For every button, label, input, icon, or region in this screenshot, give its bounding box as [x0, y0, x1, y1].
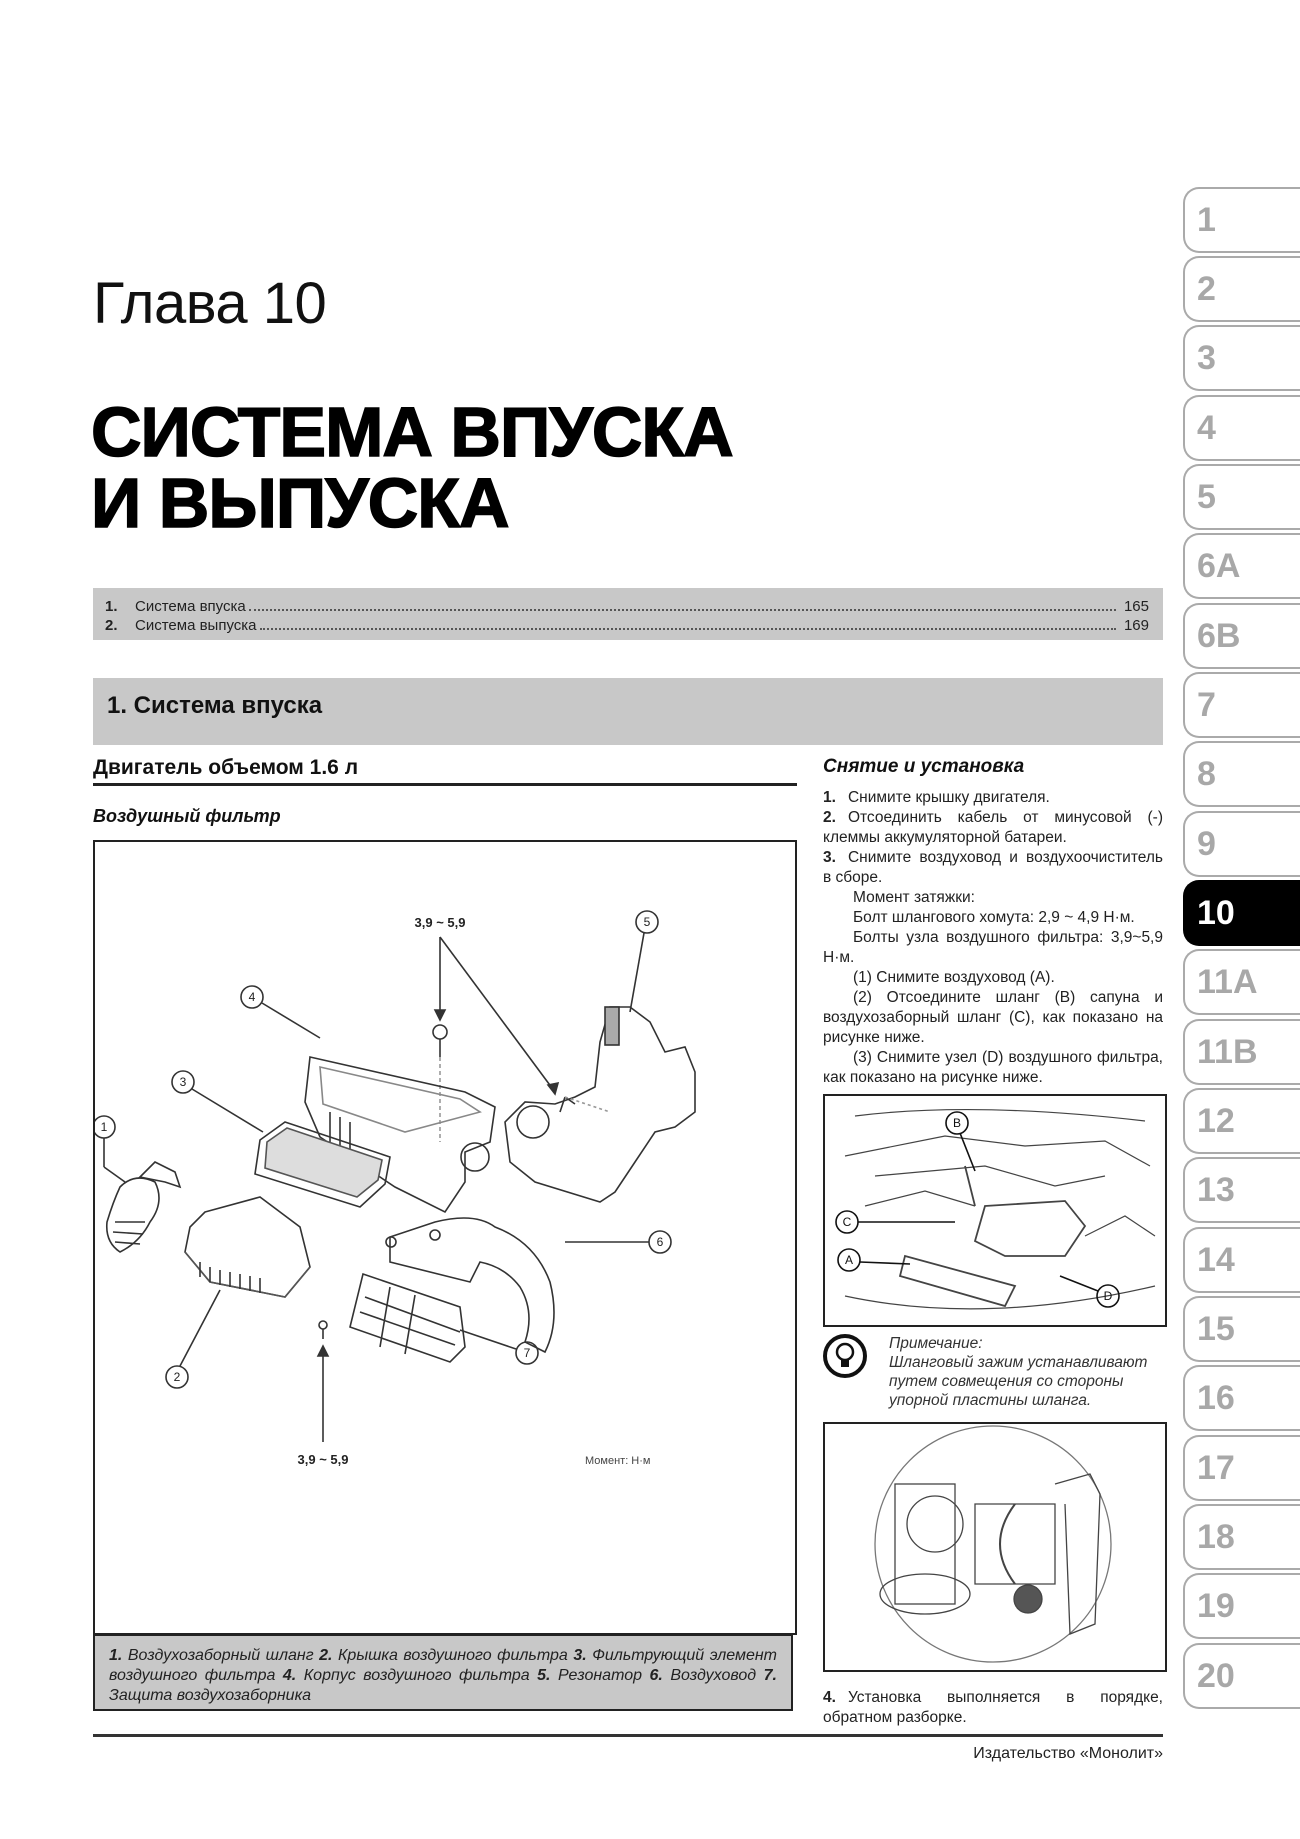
tab-chapter-1[interactable]: 1 [1183, 187, 1300, 253]
publisher-footer: Издательство «Монолит» [973, 1745, 1163, 1762]
caption-text: Защита воздухозаборника [109, 1687, 312, 1704]
engine-subheading: Двигатель объемом 1.6 л [93, 756, 797, 786]
toc-item[interactable] [105, 597, 1149, 615]
caption-num: 3. [573, 1647, 587, 1664]
tab-chapter-10-active[interactable]: 10 [1183, 880, 1300, 946]
substep-3: (3) Снимите узел (D) воздушного фильтра, как показано на рисунке ниже. [823, 1049, 1163, 1086]
toc-item-page: 169 [1123, 617, 1149, 634]
tab-chapter-18[interactable]: 18 [1183, 1504, 1300, 1570]
engine-bay-photo [823, 1094, 1167, 1327]
photo-label-c: C [842, 1215, 852, 1229]
tab-chapter-17[interactable]: 17 [1183, 1435, 1300, 1501]
callout-5: 5 [643, 915, 651, 929]
tab-chapter-3[interactable]: 3 [1183, 325, 1300, 391]
procedure-steps [823, 788, 1163, 1088]
footer-divider [93, 1734, 1163, 1737]
step-3: 3. Снимите воздуховод и воздухоочиститель в сборе. [823, 849, 1163, 886]
tab-chapter-19[interactable]: 19 [1183, 1573, 1300, 1639]
step-1: 1. Снимите крышку двигателя. [823, 789, 1050, 806]
torque-filter-bolts: Болты узла воздушного фильтра: 3,9~5,9 Н·м. [823, 929, 1163, 966]
callout-2: 2 [173, 1370, 181, 1384]
section-header-bar [93, 678, 1163, 745]
tab-chapter-2[interactable]: 2 [1183, 256, 1300, 322]
tab-chapter-13[interactable]: 13 [1183, 1157, 1300, 1223]
tab-chapter-14[interactable]: 14 [1183, 1227, 1300, 1293]
callout-1: 1 [100, 1120, 108, 1134]
tab-chapter-9[interactable]: 9 [1183, 811, 1300, 877]
caption-num: 6. [649, 1667, 663, 1684]
tab-chapter-16[interactable]: 16 [1183, 1365, 1300, 1431]
tab-chapter-12[interactable]: 12 [1183, 1088, 1300, 1154]
caption-num: 1. [109, 1647, 123, 1664]
substep-2: (2) Отсоедините шланг (B) сапуна и воздухозаборный шланг (C), как показано на рисунке ниже. [823, 989, 1163, 1046]
step-2: 2. Отсоединить кабель от минусовой (-) клеммы аккумуляторной батареи. [823, 809, 1163, 846]
note-block [823, 1334, 1163, 1410]
tab-chapter-6b[interactable]: 6B [1183, 603, 1300, 669]
lightbulb-icon [823, 1334, 867, 1378]
tab-chapter-11b[interactable]: 11B [1183, 1019, 1300, 1085]
tab-chapter-5[interactable]: 5 [1183, 464, 1300, 530]
toc-item-page: 165 [1123, 598, 1149, 615]
hose-clamp-photo [823, 1422, 1167, 1672]
torque-heading: Момент затяжки: [853, 889, 975, 906]
diagram-caption [93, 1633, 793, 1711]
toc-leader-dots [260, 628, 1116, 630]
caption-num: 2. [319, 1647, 333, 1664]
air-filter-exploded-diagram [93, 840, 797, 1635]
tab-chapter-7[interactable]: 7 [1183, 672, 1300, 738]
photo-label-a: A [844, 1253, 854, 1267]
caption-text: Воздуховод [670, 1667, 757, 1684]
toc-item-label: Система впуска [135, 598, 246, 615]
callout-7: 7 [523, 1346, 531, 1360]
tab-chapter-11a[interactable]: 11A [1183, 949, 1300, 1015]
caption-text: Крышка воздушного фильтра [338, 1647, 568, 1664]
caption-text: Резонатор [558, 1667, 643, 1684]
toc-leader-dots [249, 609, 1116, 611]
caption-text: Фильтрующий элемент воздушного фильтра [109, 1647, 777, 1684]
callout-6: 6 [656, 1235, 664, 1249]
chapter-title-line2: И ВЫПУСКА [91, 464, 509, 542]
tab-chapter-8[interactable]: 8 [1183, 741, 1300, 807]
callout-4: 4 [248, 990, 256, 1004]
torque-unit-note: Момент: Н·м [585, 1455, 651, 1467]
toc-item-label: Система выпуска [135, 617, 257, 634]
torque-label-top: 3,9 ~ 5,9 [414, 915, 466, 930]
substep-1: (1) Снимите воздуховод (A). [853, 969, 1055, 986]
caption-text: Корпус воздушного фильтра [303, 1667, 530, 1684]
tab-chapter-20[interactable]: 20 [1183, 1643, 1300, 1709]
chapter-title-line1: СИСТЕМА ВПУСКА [91, 393, 733, 471]
toc-item-number: 1. [105, 598, 118, 615]
caption-num: 4. [282, 1667, 297, 1684]
chapter-toc [93, 588, 1163, 640]
diagram-illustration [95, 842, 795, 1633]
photo-label-d: D [1103, 1289, 1113, 1303]
tab-chapter-4[interactable]: 4 [1183, 395, 1300, 461]
callout-3: 3 [179, 1075, 187, 1089]
engine-bay-illustration [825, 1096, 1161, 1321]
final-step: 4. Установка выполняется в порядке, обратном разборке. [823, 1689, 1163, 1726]
hose-clamp-illustration [825, 1424, 1161, 1666]
toc-item[interactable] [105, 616, 1149, 634]
toc-item-number: 2. [105, 617, 118, 634]
torque-label-bottom: 3,9 ~ 5,9 [297, 1452, 349, 1467]
procedure-heading: Снятие и установка [823, 756, 1025, 777]
caption-num: 7. [763, 1667, 777, 1684]
section-title: 1. Система впуска [107, 692, 323, 719]
tab-chapter-6a[interactable]: 6A [1183, 533, 1300, 599]
photo-label-b: B [952, 1116, 962, 1130]
torque-hose-clamp: Болт шлангового хомута: 2,9 ~ 4,9 Н·м. [853, 909, 1135, 926]
chapter-label: Глава 10 [93, 271, 327, 336]
caption-text: Воздухозаборный шланг [127, 1647, 314, 1664]
note-title: Примечание: [889, 1335, 983, 1352]
air-filter-heading: Воздушный фильтр [93, 806, 281, 826]
note-text: Шланговый зажим устанавливают путем совмещения со стороны упорной пластины шланга. [889, 1354, 1148, 1409]
caption-num: 5. [537, 1667, 551, 1684]
tab-chapter-15[interactable]: 15 [1183, 1296, 1300, 1362]
